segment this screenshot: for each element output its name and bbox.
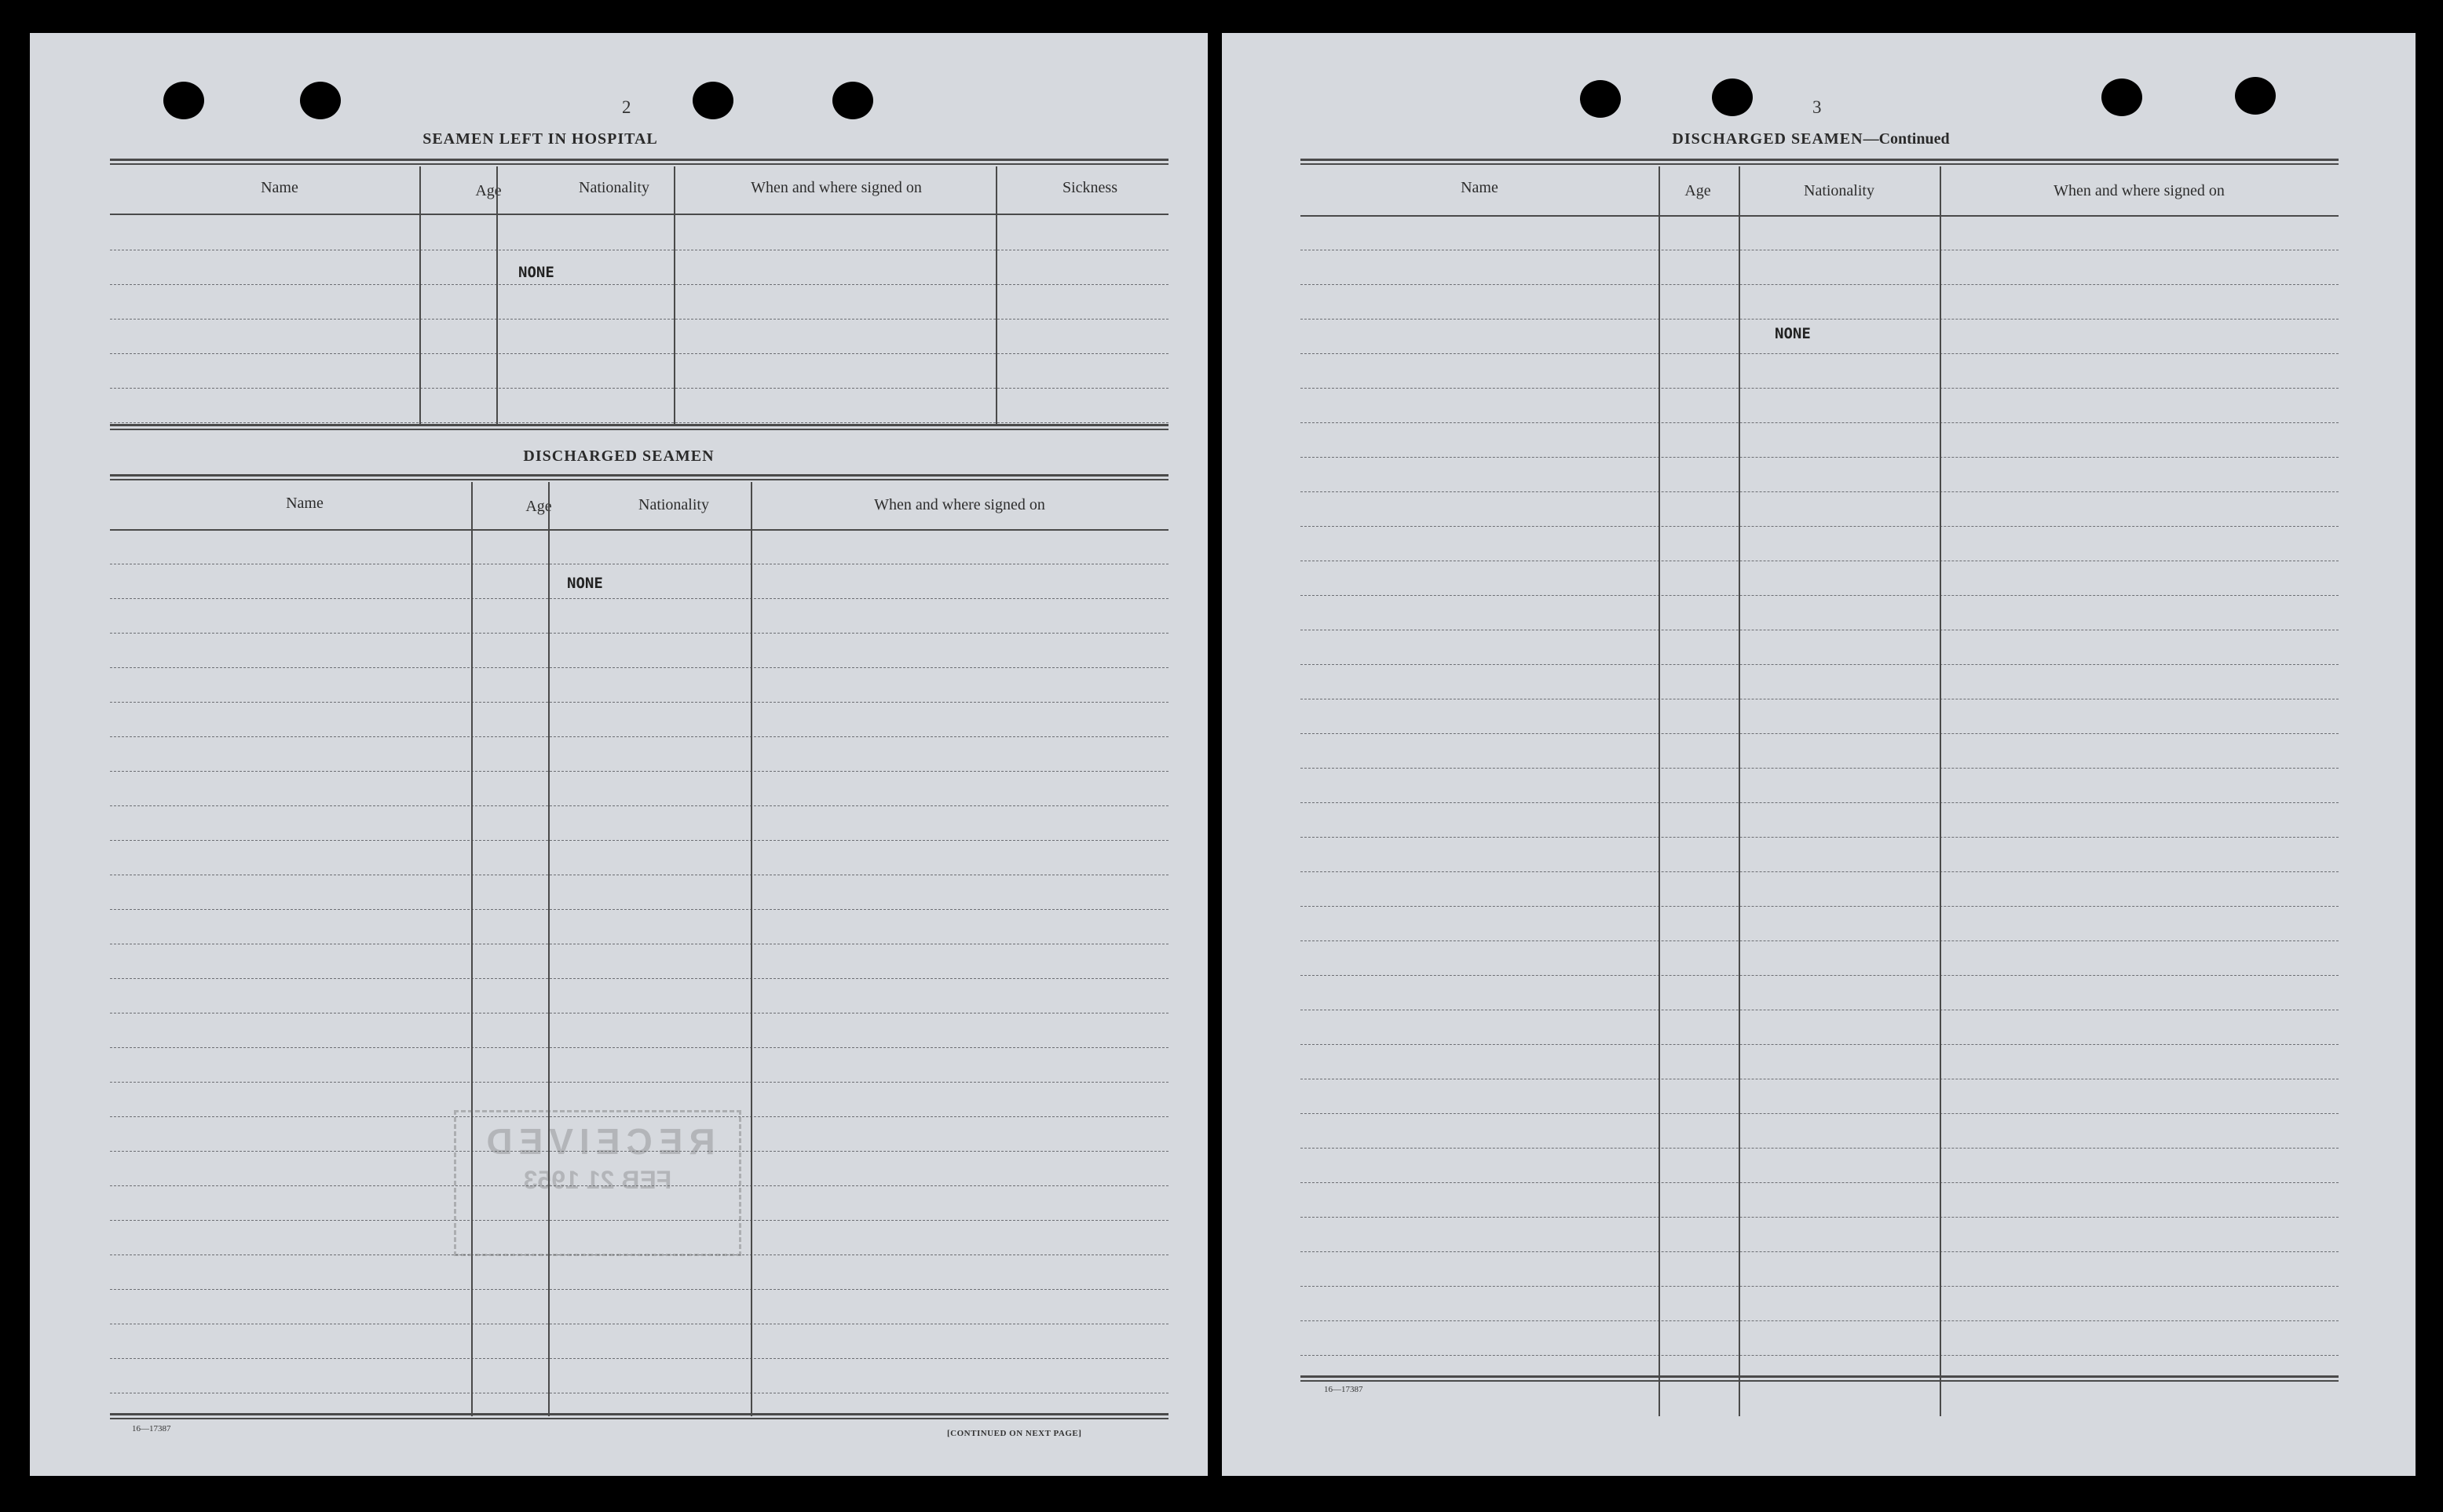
punch-hole [300,82,341,119]
table-top-rule [1300,159,2339,165]
row-line [1300,1355,2339,1356]
right-page [1222,33,2416,1476]
column-divider [471,482,473,1416]
column-divider [674,166,675,425]
row-line [1300,1217,2339,1218]
column-divider [751,482,752,1416]
row-line [1300,1286,2339,1287]
row-line [1300,353,2339,354]
row-line [1300,837,2339,838]
row-line [110,978,1168,979]
table-bottom-rule [110,424,1168,430]
row-line [1300,768,2339,769]
column-header-signed-on: When and where signed on [874,496,1045,513]
row-line [110,1082,1168,1083]
continued-note: [CONTINUED ON NEXT PAGE] [947,1429,1082,1438]
row-line [1300,1044,2339,1045]
row-line [1300,940,2339,941]
column-divider [496,166,498,425]
punch-hole [163,82,204,119]
column-header-age: Age [475,182,502,199]
column-divider [548,482,550,1416]
row-line [1300,871,2339,872]
column-header-age: Age [525,498,552,515]
row-line [110,771,1168,772]
row-line [1300,1251,2339,1252]
row-line [1300,733,2339,734]
row-line [110,598,1168,599]
row-line [1300,975,2339,976]
section-title [1560,130,2062,148]
row-line [1300,526,2339,527]
row-line [110,1047,1168,1048]
row-line [1300,664,2339,665]
hospital-section-title: SEAMEN LEFT IN HOSPITAL [422,130,658,148]
column-divider [996,166,997,425]
row-line [1300,422,2339,423]
row-line [1300,1182,2339,1183]
row-line [1300,1148,2339,1149]
section-title-suffix: —Continued [1863,130,1950,148]
row-line [110,909,1168,910]
form-number: 16—17387 [132,1424,171,1433]
column-header-nationality: Nationality [579,179,649,196]
row-line [110,736,1168,737]
table-bottom-rule [1300,1375,2339,1382]
section-title-main: DISCHARGED SEAMEN [1672,130,1863,148]
column-header-signed-on: When and where signed on [751,179,922,196]
punch-hole [832,82,873,119]
row-line [110,319,1168,320]
table-top-rule [110,474,1168,480]
header-rule [1300,215,2339,217]
row-line [1300,319,2339,320]
punch-hole [2235,77,2276,115]
punch-hole [2101,79,2142,116]
row-line [1300,457,2339,458]
row-line [110,633,1168,634]
row-line [1300,1320,2339,1321]
column-header-age: Age [1684,182,1711,199]
discharged-nationality-entry: NONE [1775,325,1811,342]
row-line [110,422,1168,423]
row-line [110,1289,1168,1290]
row-line [110,353,1168,354]
row-line [1300,388,2339,389]
header-rule [110,529,1168,531]
header-rule [110,214,1168,215]
row-line [1300,491,2339,492]
column-header-name: Name [286,495,324,512]
row-line [110,805,1168,806]
column-header-name: Name [261,179,298,196]
discharged-nationality-entry: NONE [567,575,603,592]
column-divider [419,166,421,425]
row-line [110,667,1168,668]
punch-hole [693,82,733,119]
column-header-signed-on: When and where signed on [2054,182,2225,199]
received-stamp: RECEIVED FEB 21 1953 [454,1110,741,1256]
row-line [1300,595,2339,596]
row-line [110,1358,1168,1359]
hospital-nationality-entry: NONE [518,264,554,281]
punch-hole [1580,80,1621,118]
row-line [110,284,1168,285]
left-page [30,33,1208,1476]
column-header-name: Name [1461,179,1498,196]
table-bottom-rule [110,1413,1168,1419]
column-divider [1940,166,1941,1416]
row-line [110,840,1168,841]
row-line [110,702,1168,703]
column-header-sickness: Sickness [1062,179,1117,196]
row-line [1300,802,2339,803]
row-line [110,388,1168,389]
row-line [1300,1113,2339,1114]
punch-hole [1712,79,1753,116]
page-number: 2 [622,97,631,117]
column-divider [1739,166,1740,1416]
form-number: 16—17387 [1324,1385,1363,1394]
table-top-rule [110,159,1168,165]
discharged-section-title: DISCHARGED SEAMEN [523,447,715,465]
row-line [1300,284,2339,285]
row-line [1300,906,2339,907]
page-number: 3 [1812,97,1822,117]
column-header-nationality: Nationality [1804,182,1874,199]
column-header-nationality: Nationality [638,496,709,513]
column-divider [1659,166,1660,1416]
